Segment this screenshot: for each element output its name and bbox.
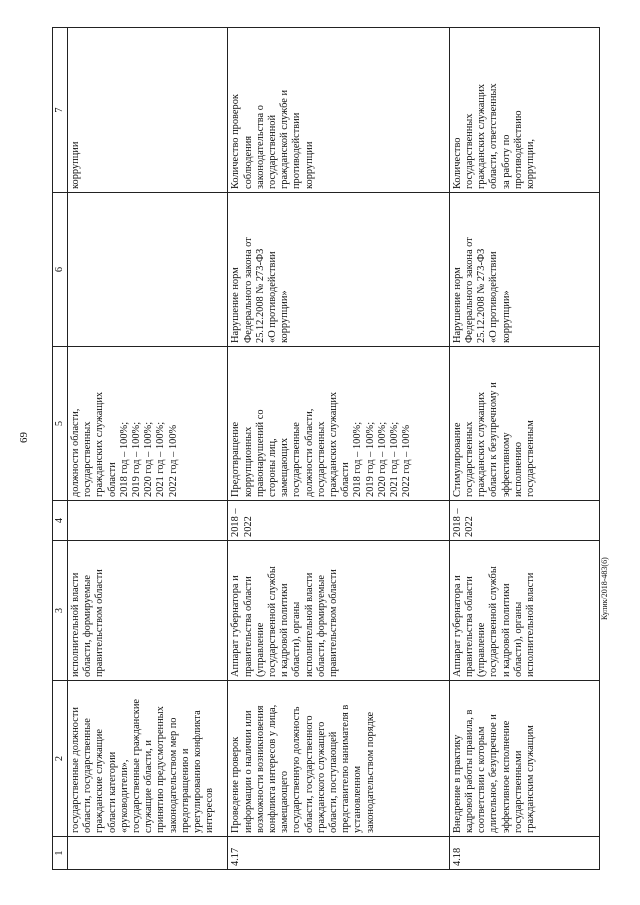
cell-text-line: 2022 год – 100% xyxy=(167,424,179,497)
cell-text-line: области, государственного xyxy=(303,715,315,833)
cell-text-line: государственных xyxy=(82,421,94,497)
cell-text-line: противодействии xyxy=(291,112,303,189)
measure-name-cell xyxy=(68,681,228,837)
cell-text-line: 2018 год – 100%; xyxy=(352,421,364,497)
indicator-cell xyxy=(449,28,599,193)
cell-text-line: интересов xyxy=(204,787,216,833)
table-row xyxy=(449,28,599,870)
cell-text-line: 2019 год – 100%; xyxy=(364,421,376,497)
cell-text-line: правительства области xyxy=(463,576,475,677)
cell-text-line: 25.12.2008 № 273-ФЗ xyxy=(254,248,266,343)
cell-text-line: конфликта интересов у лица, xyxy=(266,704,278,833)
cell-text-line: 2018 – xyxy=(451,508,463,537)
cell-text-line: замещающих xyxy=(279,437,291,497)
cell-text-line: (управление xyxy=(476,622,488,677)
row-number-cell: 4.18 xyxy=(449,837,599,870)
consequences-cell xyxy=(68,193,228,347)
cell-text-line: установленном xyxy=(352,765,364,833)
cell-text-line: государственных xyxy=(315,421,327,497)
cell-text-line: гражданской службе и xyxy=(279,89,291,189)
expected-result-cell xyxy=(68,347,228,501)
column-header: 5 xyxy=(53,347,68,501)
cell-text-line: области, государственные xyxy=(82,718,94,833)
cell-text-line: соблюдения xyxy=(242,135,254,189)
column-header: 1 xyxy=(53,837,68,870)
cell-text-line: 2020 год – 100%; xyxy=(143,421,155,497)
cell-text-line: государственные xyxy=(291,422,303,497)
cell-text-line: Предотвращение xyxy=(230,421,242,497)
cell-text-line: государственной xyxy=(266,114,278,189)
cell-text-line: длительное, безупречное и xyxy=(488,714,500,833)
cell-text-line: коррупции, xyxy=(524,138,536,189)
cell-text-line: 2021 год – 100%; xyxy=(155,421,167,497)
column-header: 7 xyxy=(53,28,68,193)
cell-text-line: области xyxy=(340,462,352,497)
cell-text-line: стороны лиц, xyxy=(266,438,278,497)
cell-text-line: 25.12.2008 № 273-ФЗ xyxy=(476,248,488,343)
executor-cell xyxy=(449,541,599,681)
cell-text-line: исполнительной власти xyxy=(303,572,315,677)
cell-text-line: государственной службы xyxy=(266,566,278,677)
cell-text-line: противодействию xyxy=(512,110,524,189)
cell-text-line: области категории xyxy=(106,751,118,833)
cell-text-line: правительством области xyxy=(94,569,106,677)
cell-text-line: коррупционных xyxy=(242,426,254,497)
cell-text-line: 2022 xyxy=(242,516,254,537)
cell-text-line: «руководители», xyxy=(118,759,130,833)
cell-text-line: правительства области xyxy=(242,576,254,677)
cell-text-line: возможности возникновения xyxy=(254,705,266,833)
indicator-cell xyxy=(228,28,449,193)
cell-text-line: Федерального закона от xyxy=(242,237,254,343)
cell-text-line: замещающего xyxy=(279,770,291,833)
cell-text-line: гражданских служащих xyxy=(476,83,488,189)
table-row xyxy=(228,28,449,870)
cell-text-line: Аппарат губернатора и xyxy=(451,575,463,677)
cell-text-line: (управление xyxy=(254,622,266,677)
cell-text-line: урегулированию конфликта xyxy=(192,710,204,833)
period-cell xyxy=(228,501,449,541)
cell-text-line: Федерального закона от xyxy=(463,237,475,343)
cell-text-line: за работу по xyxy=(500,134,512,189)
cell-text-line: Нарушение норм xyxy=(230,267,242,343)
expected-result-cell xyxy=(449,347,599,501)
cell-text-line: государственными xyxy=(512,750,524,833)
cell-text-line: исполнению xyxy=(512,441,524,497)
cell-text-line: области), органы xyxy=(512,601,524,677)
cell-text-line: гражданского служащего xyxy=(315,721,327,833)
cell-text-line: области, ответственных xyxy=(488,83,500,189)
cell-text-line: Количество проверок xyxy=(230,94,242,189)
column-header: 2 xyxy=(53,681,68,837)
cell-text-line: и кадровой политики xyxy=(279,583,291,677)
cell-text-line: кадровой работы правила, в xyxy=(463,709,475,833)
measure-name-cell xyxy=(449,681,599,837)
cell-text-line: и кадровой политики xyxy=(500,583,512,677)
cell-text-line: области, формируемые xyxy=(315,575,327,677)
cell-text-line: Аппарат губернатора и xyxy=(230,575,242,677)
cell-text-line: принятию предусмотренных xyxy=(155,706,167,833)
cell-text-line: законодательством мер по xyxy=(167,717,179,833)
cell-text-line: служащие области, и xyxy=(143,740,155,833)
cell-text-line: информации о наличии или xyxy=(242,710,254,833)
cell-text-line: государственных xyxy=(463,113,475,189)
row-number-cell: 4.17 xyxy=(228,837,449,870)
table-header-row xyxy=(53,28,68,870)
cell-text-line: гражданских служащих xyxy=(476,391,488,497)
cell-text-line: государственные гражданские xyxy=(131,698,143,833)
column-header: 4 xyxy=(53,501,68,541)
consequences-cell xyxy=(228,193,449,347)
cell-text-line: правительством области xyxy=(327,569,339,677)
cell-text-line: правонарушений со xyxy=(254,409,266,497)
cell-text-line: области xyxy=(106,462,118,497)
period-cell xyxy=(68,501,228,541)
cell-text-line: 2022 год – 100% xyxy=(401,424,413,497)
cell-text-line: области), органы xyxy=(291,601,303,677)
cell-text-line: Проведение проверок xyxy=(230,736,242,833)
rotated-page-content xyxy=(52,28,600,870)
cell-text-line: эффективному xyxy=(500,432,512,497)
cell-text-line: соответствии с которым xyxy=(476,726,488,833)
cell-text-line: коррупции» xyxy=(279,290,291,343)
cell-text-line: исполнительной власти xyxy=(524,572,536,677)
cell-text-line: должности области, xyxy=(303,408,315,497)
cell-text-line: представителю нанимателя в xyxy=(340,704,352,833)
cell-text-line: гражданских служащих xyxy=(327,391,339,497)
cell-text-line: 2018 год – 100%; xyxy=(118,421,130,497)
executor-cell xyxy=(228,541,449,681)
cell-text-line: «О противодействии xyxy=(488,251,500,343)
cell-text-line: исполнительной власти xyxy=(70,572,81,677)
expected-result-cell xyxy=(228,347,449,501)
cell-text-line: государственной службы xyxy=(488,566,500,677)
executor-cell xyxy=(68,541,228,681)
page-number: 69 xyxy=(18,432,30,443)
column-header: 6 xyxy=(53,193,68,347)
column-header: 3 xyxy=(53,541,68,681)
measure-name-cell xyxy=(228,681,449,837)
cell-text-line: гражданским служащим xyxy=(524,725,536,833)
measures-table xyxy=(52,27,600,870)
table-row xyxy=(68,28,228,870)
cell-text-line: государственную должность xyxy=(291,706,303,833)
cell-text-line: государственные должности xyxy=(70,707,81,833)
row-number-cell xyxy=(68,837,228,870)
cell-text-line: «О противодействии xyxy=(266,251,278,343)
cell-text-line: коррупции» xyxy=(500,290,512,343)
indicator-cell xyxy=(68,28,228,193)
cell-text-line: 2021 год – 100%; xyxy=(388,421,400,497)
cell-text-line: должности области, xyxy=(70,408,81,497)
period-cell xyxy=(449,501,599,541)
cell-text-line: коррупции xyxy=(70,141,81,189)
cell-text-line: области, поступающей xyxy=(327,731,339,833)
cell-text-line: области к безупречному и xyxy=(488,382,500,497)
cell-text-line: законодательством порядке xyxy=(364,711,376,833)
cell-text-line: гражданских служащих xyxy=(94,391,106,497)
cell-text-line: Внедрение в практику xyxy=(451,734,463,833)
cell-text-line: коррупции xyxy=(303,141,315,189)
cell-text-line: Количество xyxy=(451,137,463,189)
cell-text-line: государственных xyxy=(463,421,475,497)
cell-text-line: 2019 год – 100%; xyxy=(131,421,143,497)
cell-text-line: Нарушение норм xyxy=(451,267,463,343)
cell-text-line: гражданские служащие xyxy=(94,729,106,833)
cell-text-line: 2020 год – 100%; xyxy=(376,421,388,497)
cell-text-line: законодательства о xyxy=(254,105,266,189)
document-code: Кулик/2018-483(6) xyxy=(600,557,609,620)
cell-text-line: предотвращению и xyxy=(179,748,191,833)
consequences-cell xyxy=(449,193,599,347)
cell-text-line: 2018 – xyxy=(230,508,242,537)
cell-text-line: 2022 xyxy=(463,516,475,537)
cell-text-line: Стимулирование xyxy=(451,422,463,497)
cell-text-line: эффективное исполнение xyxy=(500,720,512,833)
cell-text-line: государственным xyxy=(524,420,536,497)
cell-text-line: области, формируемые xyxy=(82,575,94,677)
